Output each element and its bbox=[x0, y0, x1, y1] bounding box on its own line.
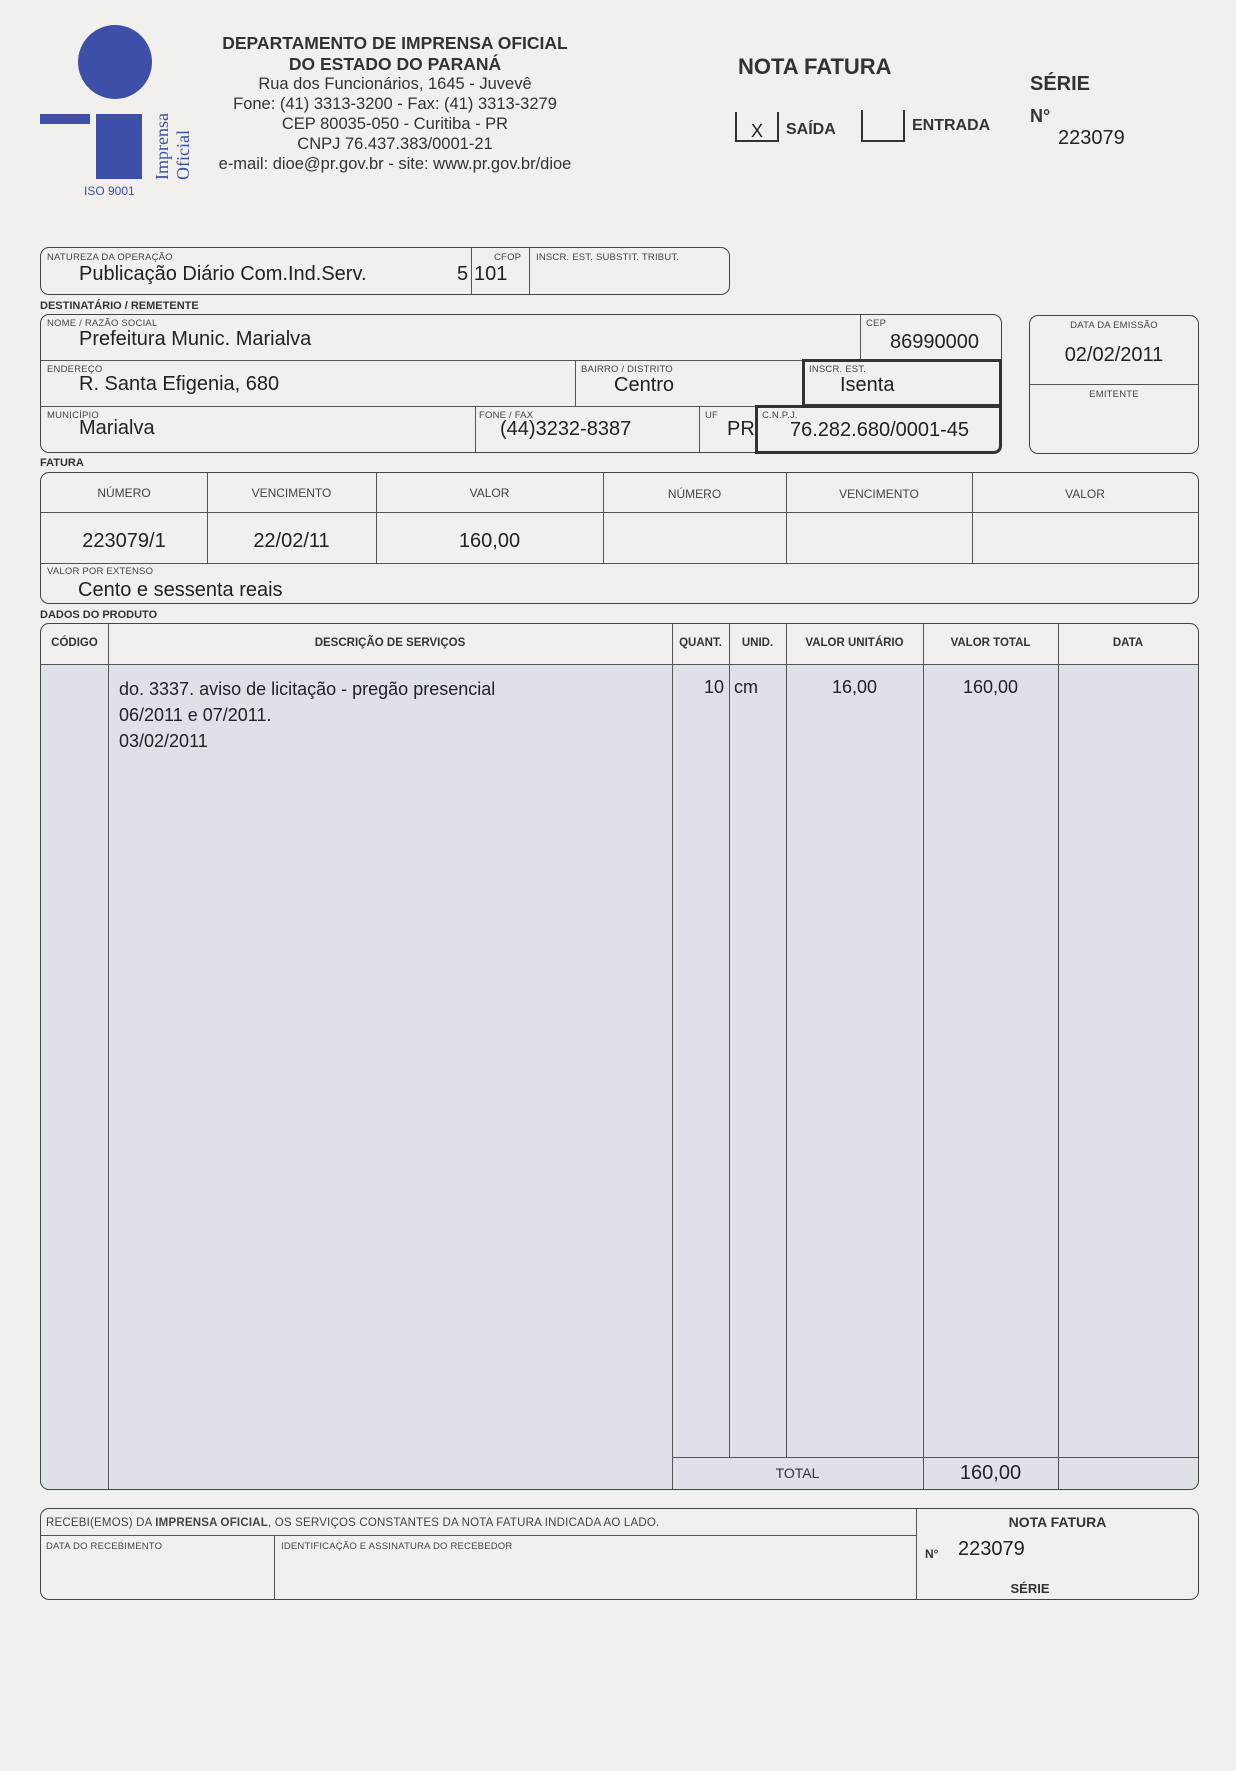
uf-label: UF bbox=[705, 410, 719, 421]
produto-header-valor-total: VALOR TOTAL bbox=[950, 637, 1031, 649]
fatura-header-valor-2: VALOR bbox=[1065, 487, 1105, 501]
recibo-data-label: DATA DO RECEBIMENTO bbox=[46, 1541, 163, 1552]
bairro-label: BAIRRO / DISTRITO bbox=[581, 364, 673, 375]
desc-line-1: do. 3337. aviso de licitação - pregão presencial bbox=[119, 679, 496, 699]
subst-trib-label: INSCR. EST. SUBSTIT. TRIBUT. bbox=[536, 252, 680, 263]
valor-extenso-label: VALOR POR EXTENSO bbox=[47, 566, 154, 577]
produto-item-quant: 10 bbox=[703, 677, 724, 697]
cnpj-label: C.N.P.J. bbox=[762, 410, 798, 421]
recibo-serie-label: SÉRIE bbox=[1010, 1581, 1050, 1596]
nome-value: Prefeitura Munic. Marialva bbox=[79, 328, 312, 350]
recibo-nota-title: NOTA FATURA bbox=[1008, 1514, 1107, 1530]
cnpj-value: 76.282.680/0001-45 bbox=[790, 419, 970, 441]
entrada-label: ENTRADA bbox=[912, 117, 991, 134]
bairro-value: Centro bbox=[614, 374, 675, 396]
fatura-header-numero-2: NÚMERO bbox=[667, 487, 722, 501]
municipio-value: Marialva bbox=[79, 417, 155, 439]
fatura-cell-valor-1: 160,00 bbox=[458, 530, 521, 552]
cfop-value-a: 5 bbox=[457, 263, 469, 285]
fatura-header-numero-1: NÚMERO bbox=[97, 486, 151, 500]
header-line-4: Fone: (41) 3313-3200 - Fax: (41) 3313-3279 bbox=[233, 95, 557, 113]
produto-item-valor-unitario: 16,00 bbox=[831, 677, 878, 697]
produto-header-data: DATA bbox=[1112, 637, 1144, 649]
destinatario-section-title: DESTINATÁRIO / REMETENTE bbox=[40, 300, 199, 312]
fatura-section-title: FATURA bbox=[40, 457, 84, 469]
produto-header-unid: UNID. bbox=[741, 637, 774, 649]
serie-label: SÉRIE bbox=[1030, 73, 1091, 95]
desc-line-2: 06/2011 e 07/2011. bbox=[119, 705, 272, 725]
natureza-value: Publicação Diário Com.Ind.Serv. bbox=[79, 263, 367, 285]
nome-label: NOME / RAZÃO SOCIAL bbox=[47, 318, 158, 329]
recibo-numero-label: N° bbox=[925, 1547, 939, 1561]
produto-item-unid: cm bbox=[734, 677, 758, 697]
endereco-label: ENDEREÇO bbox=[47, 364, 103, 375]
imprensa-oficial-logo bbox=[40, 24, 165, 204]
recibo-text-bold: IMPRENSA OFICIAL bbox=[155, 1517, 268, 1529]
cfop-value-b: 101 bbox=[474, 263, 508, 285]
endereco-value: R. Santa Efigenia, 680 bbox=[79, 373, 280, 395]
numero-label: N° bbox=[1030, 106, 1051, 126]
uf-value: PR bbox=[727, 418, 755, 440]
cep-label: CEP bbox=[866, 318, 887, 329]
produto-item-description bbox=[119, 676, 495, 754]
produto-header-codigo: CÓDIGO bbox=[51, 637, 98, 649]
recibo-text-suffix: , OS SERVIÇOS CONSTANTES DA NOTA FATURA INDICADA AO LADO. bbox=[267, 1517, 660, 1529]
recibo-numero: 223079 bbox=[958, 1538, 1025, 1560]
saida-mark: X bbox=[751, 121, 764, 141]
fatura-header-vencimento-2: VENCIMENTO bbox=[839, 487, 919, 501]
header-line-5: CEP 80035-050 - Curitiba - PR bbox=[281, 115, 509, 133]
produto-header-quant: QUANT. bbox=[679, 637, 722, 649]
header-line-7: e-mail: dioe@pr.gov.br - site: www.pr.gov.br/dioe bbox=[218, 155, 572, 173]
header-line-1: DEPARTAMENTO DE IMPRENSA OFICIAL bbox=[222, 33, 568, 53]
header-dept-title bbox=[205, 33, 585, 75]
produto-total-value: 160,00 bbox=[959, 1462, 1022, 1484]
saida-label: SAÍDA bbox=[786, 121, 836, 138]
recibo-ident-label: IDENTIFICAÇÃO E ASSINATURA DO RECEBEDOR bbox=[281, 1541, 513, 1552]
logo-graphic-icon bbox=[40, 24, 165, 204]
recibo-text bbox=[46, 1517, 659, 1529]
inscr-est-label: INSCR. EST. bbox=[809, 364, 867, 375]
recibo-text-prefix: RECEBI(EMOS) DA bbox=[46, 1517, 156, 1529]
fatura-header-valor-1: VALOR bbox=[469, 486, 510, 500]
header-line-3: Rua dos Funcionários, 1645 - Juvevê bbox=[258, 75, 532, 93]
emissao-date: 02/02/2011 bbox=[1064, 344, 1164, 366]
saida-checkbox bbox=[735, 112, 779, 142]
municipio-label: MUNICÍPIO bbox=[47, 410, 99, 421]
header-line-6: CNPJ 76.437.383/0001-21 bbox=[297, 135, 493, 153]
produto-header-descricao: DESCRIÇÃO DE SERVIÇOS bbox=[314, 637, 466, 649]
header-address-block bbox=[195, 74, 595, 174]
fatura-cell-numero-1: 223079/1 bbox=[82, 530, 166, 552]
cep-value: 86990000 bbox=[890, 331, 979, 353]
fatura-header-vencimento-1: VENCIMENTO bbox=[251, 486, 332, 500]
produto-total-label: TOTAL bbox=[775, 1465, 820, 1481]
natureza-label: NATUREZA DA OPERAÇÃO bbox=[47, 252, 173, 263]
inscr-est-value: Isenta bbox=[840, 374, 895, 396]
header-line-2: DO ESTADO DO PARANÁ bbox=[288, 54, 502, 74]
produto-item-valor-total: 160,00 bbox=[962, 677, 1019, 697]
logo-brand-text: Imprensa Oficial bbox=[152, 113, 193, 180]
emitente-label: EMITENTE bbox=[1089, 389, 1139, 400]
iso-label: ISO 9001 bbox=[84, 184, 135, 198]
nota-title: NOTA FATURA bbox=[738, 54, 892, 79]
cfop-label: CFOP bbox=[494, 252, 522, 263]
emissao-label: DATA DA EMISSÃO bbox=[1070, 320, 1158, 331]
valor-extenso-value: Cento e sessenta reais bbox=[78, 579, 283, 601]
entrada-checkbox bbox=[861, 110, 905, 142]
produto-section-title: DADOS DO PRODUTO bbox=[40, 609, 158, 621]
fone-label: FONE / FAX bbox=[479, 410, 534, 421]
produto-header-valor-unitario: VALOR UNITÁRIO bbox=[805, 637, 904, 649]
fatura-cell-vencimento-1: 22/02/11 bbox=[253, 530, 330, 552]
desc-line-3: 03/02/2011 bbox=[119, 731, 208, 751]
nota-numero: 223079 bbox=[1058, 127, 1125, 149]
fone-value: (44)3232-8387 bbox=[500, 418, 632, 440]
